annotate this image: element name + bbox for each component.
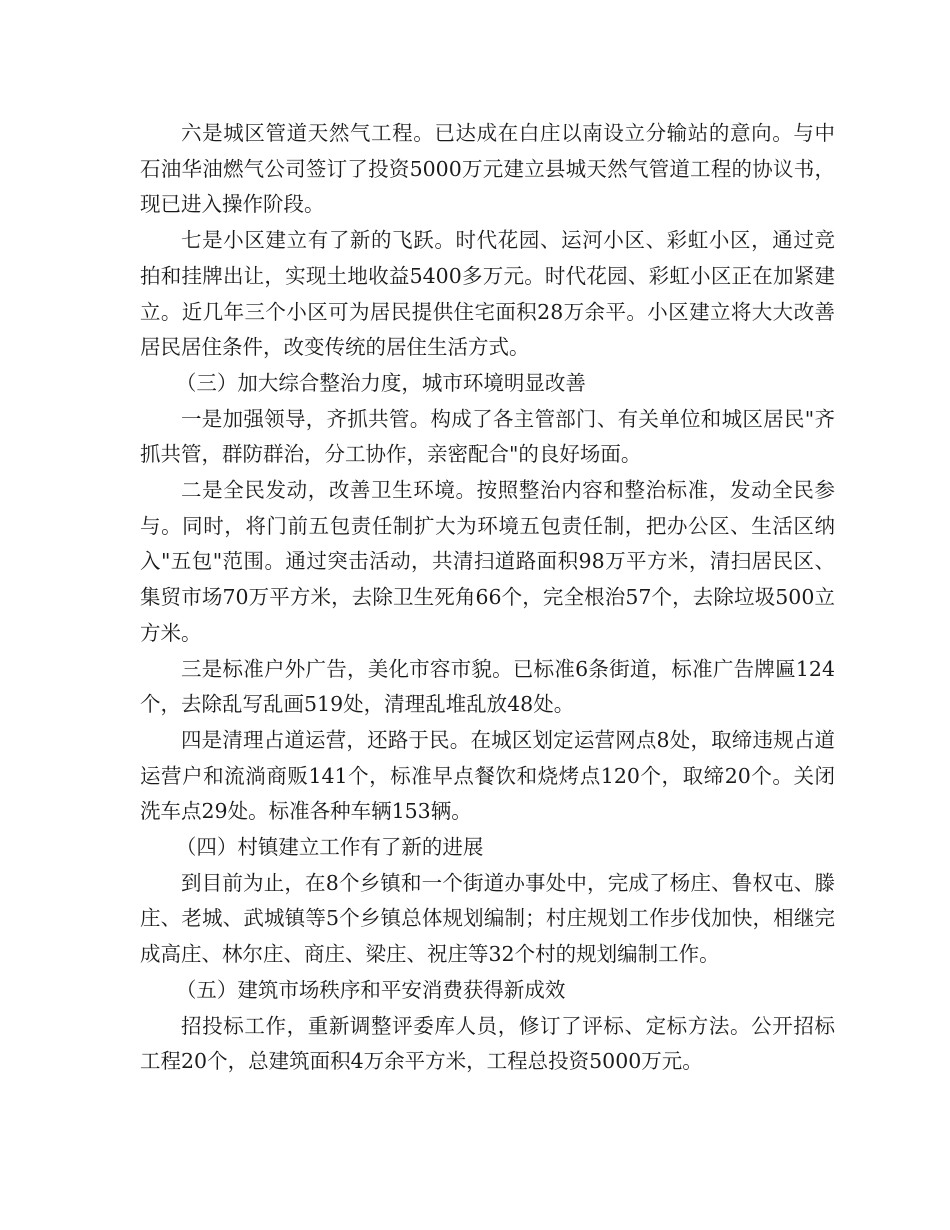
paragraph-sanitation: 二是全民发动，改善卫生环境。按照整治内容和整治标准，发动全民参与。同时，将门前五包责任制扩大为环境五包责任制，把办公区、生活区纳入"五包"范围。通过突击活动，共清扫道路面积98万平方米，清扫居民区、集贸市场70万平方米，去除卫生死角66个，完全根治57个，去除垃圾500立方米。 <box>140 478 835 645</box>
document-body <box>140 116 835 1080</box>
paragraph-road-occupation: 四是清理占道运营，还路于民。在城区划定运营网点8处，取缔违规占道运营户和流淌商贩141个，标准早点餐饮和烧烤点120个，取缔20个。关闭洗车点29处。标准各种车辆153辆。 <box>140 727 835 824</box>
paragraph-residential-construction: 七是小区建立有了新的飞跃。时代花园、运河小区、彩虹小区，通过竞拍和挂牌出让，实现土地收益5400多万元。时代花园、彩虹小区正在加紧建立。近几年三个小区可为居民提供住宅面积28万余平。小区建立将大大改善居民居住条件，改变传统的居住生活方式。 <box>140 228 835 360</box>
paragraph-bidding: 招投标工作，重新调整评委库人员，修订了评标、定标方法。公开招标工程20个，总建筑面积4万余平方米，工程总投资5000万元。 <box>140 1013 835 1074</box>
paragraph-village-planning: 到目前为止，在8个乡镇和一个街道办事处中，完成了杨庄、鲁权屯、滕庄、老城、武城镇等5个乡镇总体规划编制；村庄规划工作步伐加快，相继完成高庄、林尔庄、商庄、梁庄、祝庄等32个村的规划编制工作。 <box>140 870 835 967</box>
paragraph-outdoor-ads: 三是标准户外广告，美化市容市貌。已标准6条街道，标准广告牌匾124个，去除乱写乱画519处，清理乱堆乱放48处。 <box>140 656 835 717</box>
section-heading-4: （四）村镇建立工作有了新的进展 <box>175 835 484 860</box>
section-heading-3: （三）加大综合整治力度，城市环境明显改善 <box>175 370 586 395</box>
paragraph-leadership: 一是加强领导，齐抓共管。构成了各主管部门、有关单位和城区居民"齐抓共管，群防群治，分工协作，亲密配合"的良好场面。 <box>140 406 835 467</box>
paragraph-pipeline-gas: 六是城区管道天然气工程。已达成在白庄以南设立分输站的意向。与中石油华油燃气公司签订了投资5000万元建立县城天然气管道工程的协议书，现已进入操作阶段。 <box>140 121 835 217</box>
section-heading-5: （五）建筑市场秩序和平安消费获得新成效 <box>175 977 566 1002</box>
